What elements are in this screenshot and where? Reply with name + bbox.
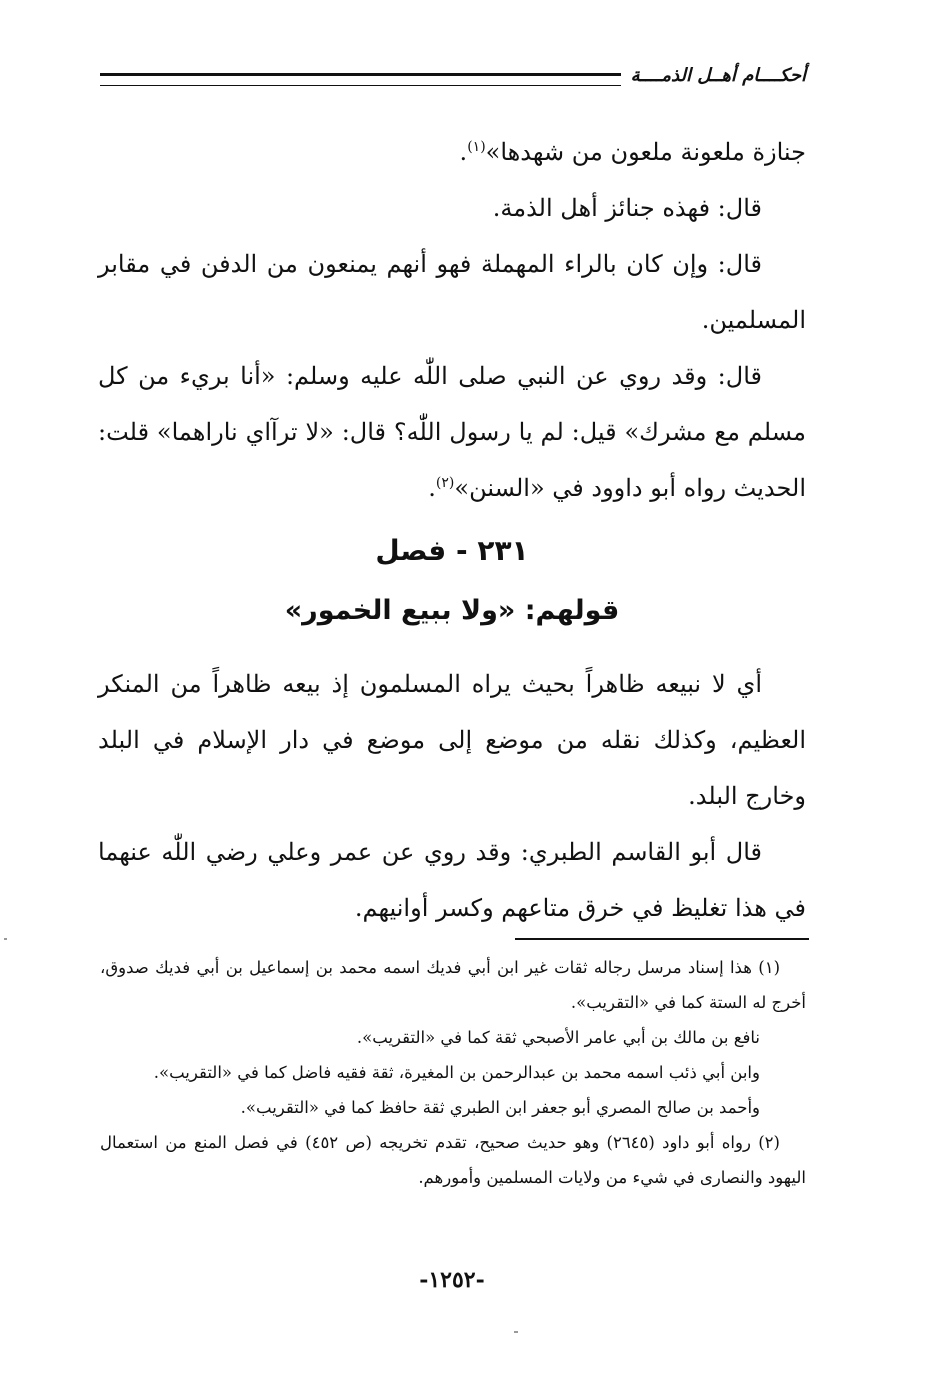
footnote-1-line-c: وابن أبي ذئب اسمه محمد بن عبدالرحمن بن المغيرة، ثقة فقيه فاضل كما في «التقريب». (153, 1063, 760, 1082)
header-double-rule (100, 73, 621, 86)
running-header (100, 60, 806, 90)
scan-speck (514, 1331, 518, 1333)
paragraph-4: قال: وقد روي عن النبي صلى اللّٰه عليه وسلم: «أنا بريء من كل مسلم مع مشرك» قيل: لم يا رسول اللّٰه؟ قال: «لا ترآاي ناراهما» قلت: الحديث رواه أبو داوود في «السنن»$^{(٢)}$. (98, 362, 806, 502)
footnote-2: (٢) رواه أبو داود (٢٦٤٥) وهو حديث صحيح، تقدم تخريجه (ص ٤٥٢) في فصل المنع من استعمال اليهود والنصارى في شيء من ولايات المسلمين وأمورهم. (100, 1133, 806, 1187)
paragraph-6: قال أبو القاسم الطبري: وقد روي عن عمر وعلي رضي اللّٰه عنهما في هذا تغليظ في خرق متاعهم وكسر أوانيهم. (98, 838, 806, 922)
footnote-1: (١) هذا إسناد مرسل رجاله ثقات غير ابن أبي فديك اسمه محمد بن إسماعيل بن أبي فديك صدوق، أخرج له الستة كما في «التقريب». (100, 958, 806, 1012)
paragraph-3: قال: وإن كان بالراء المهملة فهو أنهم يمنعون من الدفن في مقابر المسلمين. (98, 250, 806, 334)
scan-speck-left (4, 938, 7, 940)
footnote-ref-1[interactable]: (١) (467, 139, 486, 155)
footnotes (100, 950, 806, 1195)
section-title-heading: قولهم: «ولا ببيع الخمور» (284, 595, 620, 626)
paragraph-5: أي لا نبيعه ظاهراً بحيث يراه المسلمون إذ بيعه ظاهراً من المنكر العظيم، وكذلك نقله من موضع إلى موضع في دار الإسلام في البلد وخارج البلد. (98, 670, 807, 810)
body-text-bottom (98, 656, 806, 936)
footnote-ref-2[interactable]: (٢) (435, 475, 455, 491)
paragraph-1: جنازة ملعونة ملعون من شهدها»$^{(١)}$. (459, 138, 806, 166)
section-number-heading: ٢٣١ - فصل (375, 534, 529, 567)
body-text-top (98, 124, 806, 516)
page-number: -١٢٥٢- (419, 1267, 485, 1293)
footnote-1-line-b: نافع بن مالك بن أبي عامر الأصبحي ثقة كما في «التقريب». (356, 1028, 760, 1047)
running-title: أحكــــام أهــل الذمــــة (630, 64, 806, 86)
footnote-separator (515, 938, 809, 940)
footnote-1-line-d: وأحمد بن صالح المصري أبو جعفر ابن الطبري ثقة حافظ كما في «التقريب». (240, 1098, 760, 1117)
paragraph-2: قال: فهذه جنائز أهل الذمة. (492, 194, 762, 222)
